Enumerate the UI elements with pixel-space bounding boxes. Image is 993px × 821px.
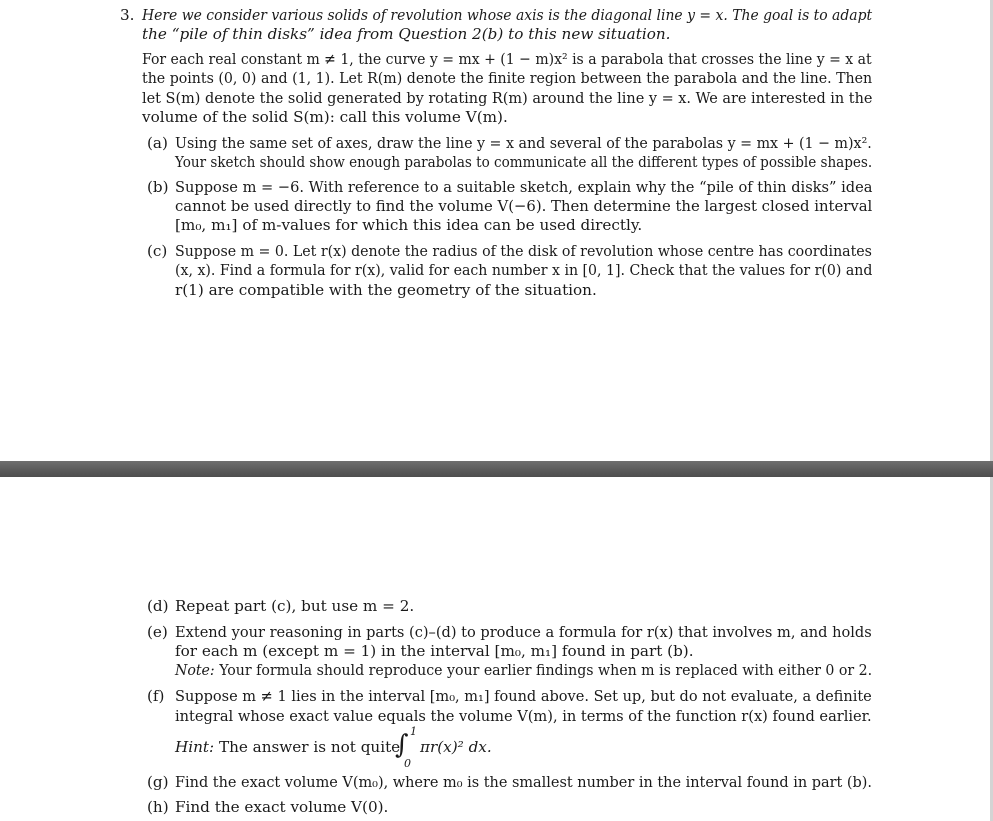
integrand: πr(x)² dx. [420, 738, 492, 756]
part-f-label: (f) [147, 687, 165, 705]
part-d-label: (d) [147, 597, 169, 615]
hint-text: The answer is not quite [218, 738, 401, 756]
part-a-line: Using the same set of axes, draw the line y = x and several of the parabolas y = mx + (1 − m)x². [175, 134, 872, 152]
integral-lower-limit: 0 [404, 757, 411, 770]
part-f-hint [175, 738, 400, 757]
part-e-line: for each m (except m = 1) in the interval [m₀, m₁] found in part (b). [175, 642, 694, 660]
question-body-line: the points (0, 0) and (1, 1). Let R(m) denote the finite region between the parabola and the line. Then [142, 69, 873, 87]
part-c-line: r(1) are compatible with the geometry of the situation. [175, 281, 597, 299]
question-intro-line: the “pile of thin disks” idea from Question 2(b) to this new situation. [142, 25, 671, 43]
part-c-line: Suppose m = 0. Let r(x) denote the radius of the disk of revolution whose centre has coordinates [175, 242, 872, 260]
part-a-label: (a) [147, 134, 168, 152]
part-h-line: Find the exact volume V(0). [175, 798, 389, 816]
note-label: Note: [175, 661, 215, 679]
part-b-label: (b) [147, 178, 169, 196]
integral-sign: ∫ [395, 730, 409, 760]
question-body-line: volume of the solid S(m): call this volume V(m). [142, 108, 508, 126]
part-a-line: Your sketch should show enough parabolas to communicate all the different types of possible shapes. [175, 153, 873, 171]
hint-label: Hint: [175, 738, 215, 756]
part-c-label: (c) [147, 242, 168, 260]
question-number: 3. [120, 6, 135, 24]
part-e-line: Extend your reasoning in parts (c)–(d) to produce a formula for r(x) that involves m, and holds [175, 623, 872, 641]
part-d-line: Repeat part (c), but use m = 2. [175, 597, 415, 615]
integral-upper-limit: 1 [410, 725, 417, 738]
part-g-line: Find the exact volume V(m₀), where m₀ is the smallest number in the interval found in part (b). [175, 773, 872, 791]
part-g-label: (g) [147, 773, 169, 791]
part-e-note [175, 661, 872, 680]
part-b-line: [m₀, m₁] of m-values for which this idea can be used directly. [175, 216, 643, 234]
question-intro-line: Here we consider various solids of revolution whose axis is the diagonal line y = x. The goal is to adapt [142, 6, 873, 24]
question-body-line: For each real constant m ≠ 1, the curve y = mx + (1 − m)x² is a parabola that crosses the line y = x at [142, 50, 872, 68]
part-c-line: (x, x). Find a formula for r(x), valid for each number x in [0, 1]. Check that the values for r(0) and [175, 261, 873, 279]
page-separator [0, 461, 993, 477]
part-h-label: (h) [147, 798, 169, 816]
part-b-line: Suppose m = −6. With reference to a suitable sketch, explain why the “pile of thin disks” idea [175, 178, 873, 196]
note-text: Your formula should reproduce your earlier findings when m is replaced with either 0 or 2. [219, 661, 873, 679]
part-e-label: (e) [147, 623, 168, 641]
part-f-line: integral whose exact value equals the volume V(m), in terms of the function r(x) found earlier. [175, 707, 872, 725]
part-b-line: cannot be used directly to find the volume V(−6). Then determine the largest closed interval [175, 197, 873, 215]
question-body-line: let S(m) denote the solid generated by rotating R(m) around the line y = x. We are interested in the [142, 89, 873, 107]
part-f-line: Suppose m ≠ 1 lies in the interval [m₀, m₁] found above. Set up, but do not evaluate, a definite [175, 687, 872, 705]
